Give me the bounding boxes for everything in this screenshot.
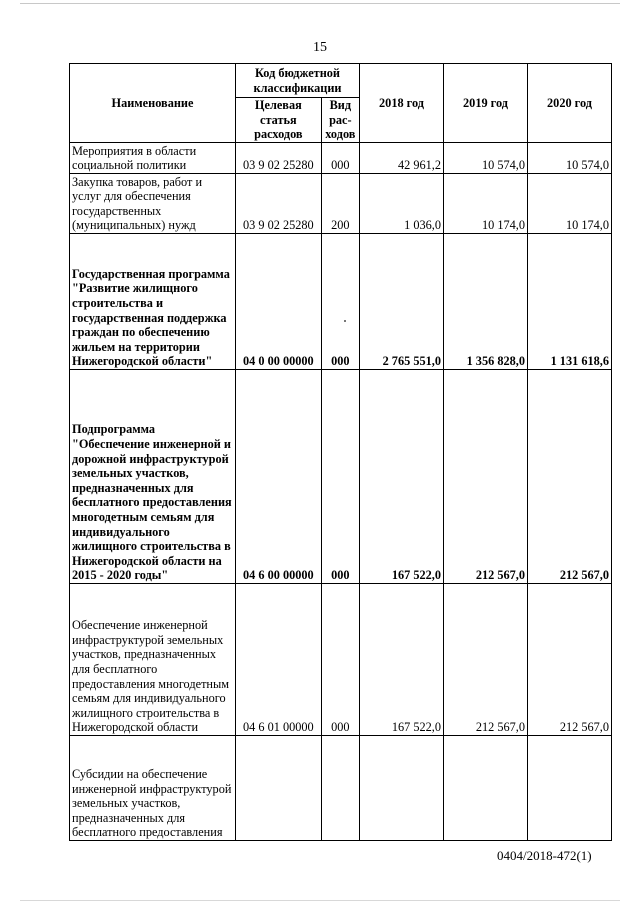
- row-2019: 10 574,0: [444, 143, 528, 174]
- row-2018: 2 765 551,0: [360, 234, 444, 370]
- row-name: Закупка товаров, работ и услуг для обеспечения государственных (муниципальных) нужд: [70, 174, 236, 234]
- table-row: [70, 174, 612, 234]
- row-2020: 1 131 618,6: [528, 234, 612, 370]
- row-2018: 42 961,2: [360, 143, 444, 174]
- scan-edge-top: [20, 3, 620, 4]
- row-kind: 200: [321, 174, 359, 234]
- row-2020: 212 567,0: [528, 370, 612, 584]
- row-kind: 000: [321, 234, 359, 370]
- row-2018: 1 036,0: [360, 174, 444, 234]
- header-expense-kind: Вид рас-ходов: [321, 98, 359, 143]
- row-2019: 212 567,0: [444, 370, 528, 584]
- row-kind: 000: [321, 143, 359, 174]
- row-2020: 212 567,0: [528, 584, 612, 736]
- row-2020: 10 174,0: [528, 174, 612, 234]
- row-code: 03 9 02 25280: [236, 143, 322, 174]
- header-name: Наименование: [70, 64, 236, 143]
- row-code: 04 0 00 00000: [236, 234, 322, 370]
- row-2018: 167 522,0: [360, 370, 444, 584]
- header-2020: 2020 год: [528, 64, 612, 143]
- row-2019: [444, 736, 528, 841]
- row-2018: 167 522,0: [360, 584, 444, 736]
- budget-table: [69, 63, 612, 841]
- row-name: Подпрограмма "Обеспечение инженерной и дорожной инфраструктурой земельных участков, предназначенных для бесплатного предоставления многодетным семьям для индивидуального жилищного строительства в Нижегородской области на 2015 - 2020 годы": [70, 370, 236, 584]
- header-target-item: Целевая статья расходов: [236, 98, 322, 143]
- row-kind: 000: [321, 584, 359, 736]
- row-kind: [321, 736, 359, 841]
- header-2018: 2018 год: [360, 64, 444, 143]
- row-2019: 212 567,0: [444, 584, 528, 736]
- row-name: Обеспечение инженерной инфраструктурой земельных участков, предназначенных для бесплатного предоставления многодетным семьям для индивидуального жилищного строительства в Нижегородской области: [70, 584, 236, 736]
- table-row: [70, 234, 612, 370]
- header-row: [70, 64, 612, 98]
- row-2019: 10 174,0: [444, 174, 528, 234]
- row-code: 04 6 01 00000: [236, 584, 322, 736]
- row-code: [236, 736, 322, 841]
- header-bcc-group: Код бюджетной классификации: [236, 64, 360, 98]
- row-2019: 1 356 828,0: [444, 234, 528, 370]
- page-number: 15: [313, 40, 327, 55]
- scan-speck: [344, 320, 346, 322]
- row-code: 03 9 02 25280: [236, 174, 322, 234]
- row-name: Субсидии на обеспечение инженерной инфраструктурой земельных участков, предназначенных для бесплатного предоставления: [70, 736, 236, 841]
- row-2020: 10 574,0: [528, 143, 612, 174]
- table-row: [70, 370, 612, 584]
- table-row: [70, 143, 612, 174]
- row-kind: 000: [321, 370, 359, 584]
- document-code: 0404/2018-472(1): [497, 848, 592, 863]
- row-name: Государственная программа "Развитие жилищного строительства и государственная поддержка граждан по обеспечению жильем на территории Нижегородской области": [70, 234, 236, 370]
- row-code: 04 6 00 00000: [236, 370, 322, 584]
- table-row: [70, 736, 612, 841]
- row-2020: [528, 736, 612, 841]
- header-2019: 2019 год: [444, 64, 528, 143]
- row-name: Мероприятия в области социальной политики: [70, 143, 236, 174]
- table-row: [70, 584, 612, 736]
- scan-edge-bottom: [20, 900, 620, 901]
- row-2018: [360, 736, 444, 841]
